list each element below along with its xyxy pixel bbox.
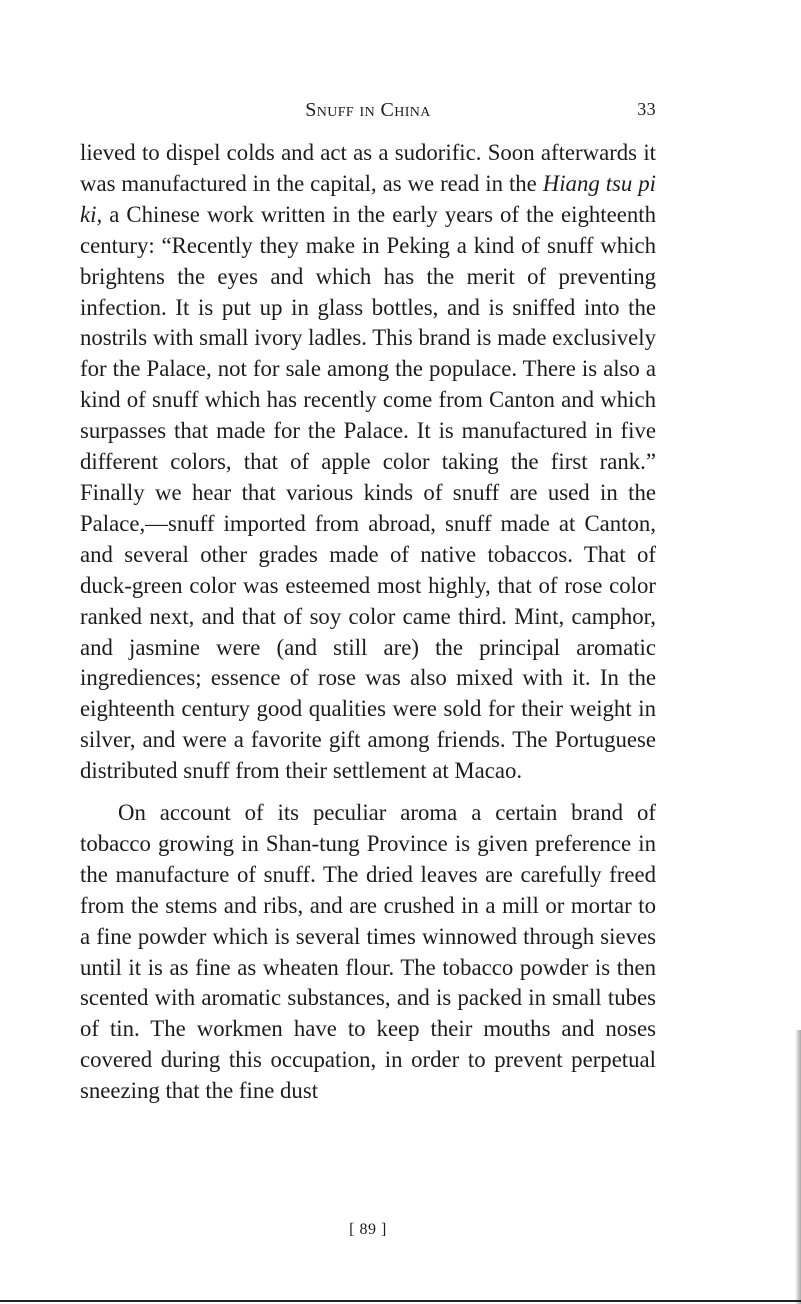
folio: [ 89 ] <box>349 1221 387 1238</box>
page-number: 33 <box>637 99 656 119</box>
paragraph-1-text-start: lieved to dispel colds and act as a sudorific. Soon afterwards it was manufactured in the capital, as we read in the <box>80 140 656 196</box>
paragraph-1-text-end: a Chinese work written in the early years of the eighteenth century: “Recently they make in Peking a kind of snuff which brightens the eyes and which has the merit of preventing infection. It is put up in glass bottles, and is sniffed into the nostrils with small ivory ladles. This brand is made exclusively for the Palace, not for sale among the populace. There is also a kind of snuff which has recently come from Canton and which surpasses that made for the Palace. It is manufactured in five different colors, that of apple color taking the first rank.” Finally we hear that various kinds of snuff are used in the Palace,—snuff imported from abroad, snuff made at Canton, and several other grades made of native tobaccos. That of duck-green color was esteemed most highly, that of rose color ranked next, and that of soy color came third. Mint, camphor, and jasmine were (and still are) the principal aromatic ingrediences; essence of rose was also mixed with it. In the eighteenth century good qualities were sold for their weight in silver, and were a favorite gift among friends. The Portuguese distributed snuff from their settlement at Macao. <box>80 201 656 784</box>
paragraph-1 <box>80 138 656 787</box>
page-bottom-edge <box>0 1300 801 1302</box>
book-title-italic: Hiang tsu pi ki, <box>80 170 656 227</box>
running-head <box>80 99 656 121</box>
body-text <box>80 138 656 1107</box>
page-edge-shadow <box>795 1030 801 1304</box>
paragraph-2: On account of its peculiar aroma a certain brand of tobacco growing in Shan-tung Province is given preference in the manufacture of snuff. The dried leaves are carefully freed from the stems and ribs, and are crushed in a mill or mortar to a fine powder which is several times winnowed through sieves until it is as fine as wheaten flour. The tobacco powder is then scented with aromatic substances, and is packed in small tubes of tin. The workmen have to keep their mouths and noses covered during this occupation, in order to prevent perpetual sneezing that the fine dust <box>80 800 656 1104</box>
running-title: Snuff in China <box>305 99 431 121</box>
